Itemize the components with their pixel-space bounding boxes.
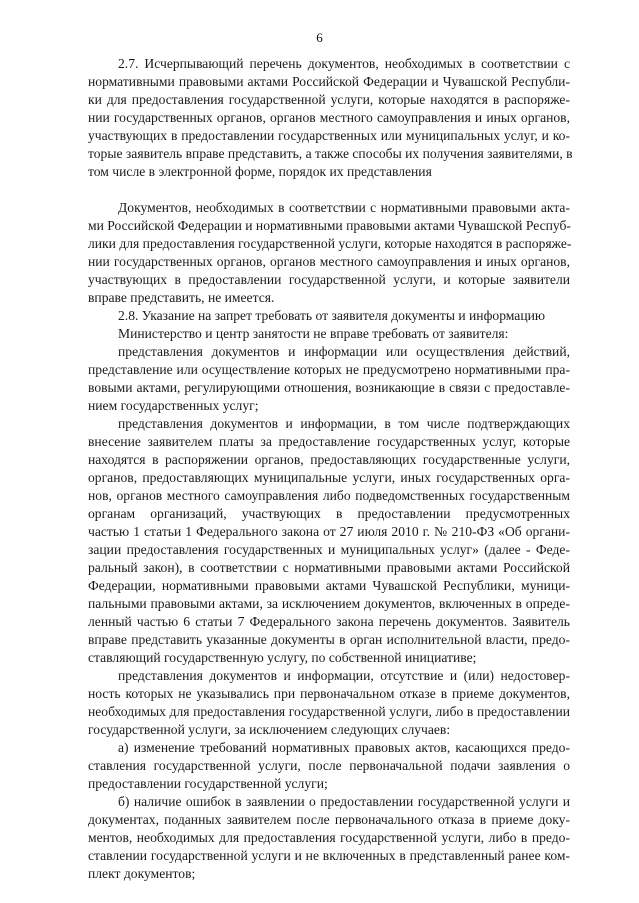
text-line: торые заявитель вправе представить, а также способы их получения заявителями, в bbox=[88, 146, 573, 161]
text-line: ставляющий государственную услугу, по собственной инициативе; bbox=[88, 650, 477, 665]
text-line: нием государственных услуг; bbox=[88, 398, 259, 413]
text-line: предоставлении государственной услуги; bbox=[88, 776, 328, 791]
text-line: необходимых для предоставления государственной услуги, либо в предоставлении bbox=[88, 704, 570, 719]
text-line: нормативными правовыми актами Российской Федерации и Чувашской Республи- bbox=[88, 74, 570, 89]
text-line: ленный частью 6 статьи 7 Федерального закона перечень документов. Заявитель bbox=[88, 614, 570, 629]
text-line: том числе в электронной форме, порядок их представления bbox=[88, 164, 432, 179]
text-line: представления документов и информации, отсутствие и (или) недостовер- bbox=[118, 668, 570, 683]
text-line: представления документов и информации, в том числе подтверждающих bbox=[118, 416, 570, 431]
text-line: ки для предоставления государственной услуги, которые находятся в распоряже- bbox=[88, 92, 570, 107]
text-line: государственной услуги, за исключением следующих случаев: bbox=[88, 722, 451, 737]
text-line: ми Российской Федерации и нормативными правовыми актами Чувашской Респуб- bbox=[88, 218, 571, 233]
text-line: зации предоставления государственных и муниципальных услуг» (далее - Феде- bbox=[88, 542, 570, 557]
text-line: находятся в распоряжении органов, предоставляющих государственные услуги, bbox=[88, 452, 570, 467]
text-line: участвующих в предоставлении государственной услуги, и которые заявители bbox=[88, 272, 570, 287]
text-line: вправе представить указанные документы в орган исполнительной власти, предо- bbox=[88, 632, 570, 647]
text-line: органов, предоставляющих муниципальные услуги, иных государственных орга- bbox=[88, 470, 570, 485]
text-line: внесение заявителем платы за предоставление государственных услуг, которые bbox=[88, 434, 570, 449]
text-line: нии государственных органов, органов местного самоуправления и иных органов, bbox=[88, 254, 570, 269]
text-line: Документов, необходимых в соответствии с нормативными правовыми акта- bbox=[118, 200, 570, 215]
text-line: нии государственных органов, органов местного самоуправления и иных органов, bbox=[88, 110, 570, 125]
text-line: 2.7. Исчерпывающий перечень документов, необходимых в соответствии с bbox=[118, 56, 570, 71]
text-line: ность которых не указывались при первоначальном отказе в приеме документов, bbox=[88, 686, 570, 701]
text-line: ментов, необходимых для предоставления государственной услуги, либо в предо- bbox=[88, 830, 570, 845]
text-line: Министерство и центр занятости не вправе требовать от заявителя: bbox=[118, 326, 509, 341]
text-line: ставлении государственной услуги и не включенных в представленный ранее ком- bbox=[88, 848, 570, 863]
text-line: частью 1 статьи 1 Федерального закона от 27 июля 2010 г. № 210-ФЗ «Об органи- bbox=[88, 524, 570, 539]
text-line: нов, органов местного самоуправления либо подведомственных государственным bbox=[88, 488, 570, 503]
text-line: вправе представить, не имеется. bbox=[88, 290, 275, 305]
text-line: пальными правовыми актами, за исключением документов, включенных в опреде- bbox=[88, 596, 570, 611]
text-line: представление или осуществление которых не предусмотрено нормативными пра- bbox=[88, 362, 570, 377]
text-line: документах, поданных заявителем после первоначального отказа в приеме доку- bbox=[88, 812, 570, 827]
text-line: ральный закон), в соответствии с нормативными правовыми актами Российской bbox=[88, 560, 570, 575]
text-line: плект документов; bbox=[88, 866, 196, 881]
text-line: а) изменение требований нормативных правовых актов, касающихся предо- bbox=[118, 740, 570, 755]
text-line: органам организаций, участвующих в предоставлении предусмотренных bbox=[88, 506, 570, 521]
text-line: ставления государственной услуги, после первоначальной подачи заявления о bbox=[88, 758, 570, 773]
text-line: представления документов и информации или осуществления действий, bbox=[118, 344, 570, 359]
text-line: вовыми актами, регулирующими отношения, возникающие в связи с предоставле- bbox=[88, 380, 570, 395]
page-number: 6 bbox=[316, 30, 323, 45]
text-line: участвующих в предоставлении государственных или муниципальных услуг, и ко- bbox=[88, 128, 570, 143]
section-heading: 2.8. Указание на запрет требовать от заявителя документы и информацию bbox=[118, 308, 546, 323]
text-line: лики для предоставления государственной услуги, которые находятся в распоряже- bbox=[88, 236, 572, 251]
text-line: б) наличие ошибок в заявлении о предоставлении государственной услуги и bbox=[118, 794, 570, 809]
text-line: Федерации, нормативными правовыми актами Чувашской Республики, муници- bbox=[88, 578, 570, 593]
